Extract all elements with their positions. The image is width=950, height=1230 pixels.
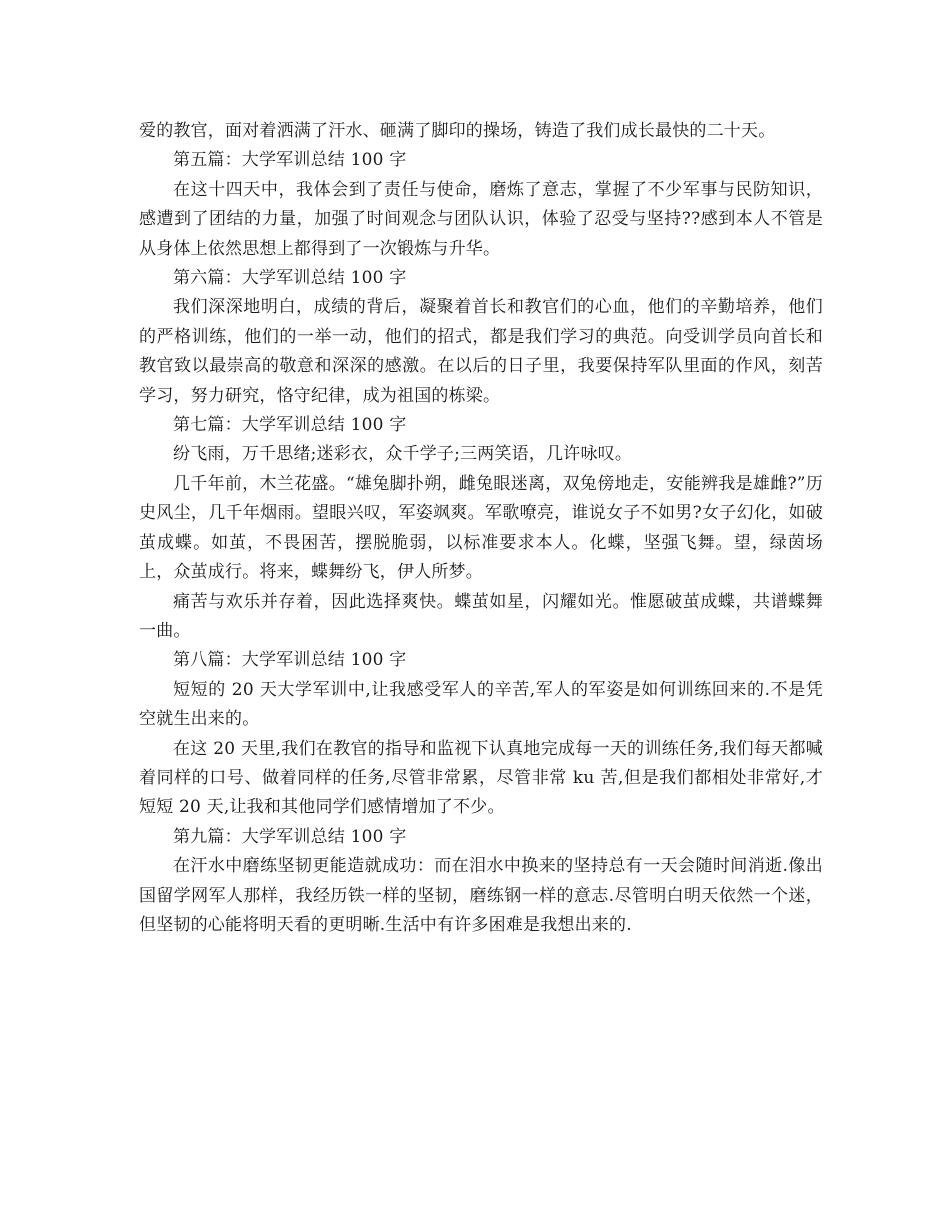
paragraph: 我们深深地明白，成绩的背后，凝聚着首长和教官们的心血，他们的辛勤培养，他们的严格训练，他们的一举一动，他们的招式，都是我们学习的典范。向受训学员向首长和教官致以最崇高的敬意和深深的感激。在以后的日子里，我要保持军队里面的作风，刻苦学习，努力研究，恪守纪律，成为祖国的栋梁。 (139, 297, 823, 406)
document-page (139, 117, 823, 940)
paragraph: 纷飞雨，万千思绪;迷彩衣，众千学子;三两笑语，几许咏叹。 (173, 444, 633, 465)
section-heading-9: 第九篇：大学军训总结 100 字 (173, 826, 407, 847)
paragraph: 在这十四天中，我体会到了责任与使命，磨炼了意志，掌握了不少军事与民防知识，感遭到了团结的力量，加强了时间观念与团队认识，体验了忍受与坚持??感到本人不管是从身体上依然思想上都得到了一次锻炼与升华。 (139, 179, 823, 259)
section-heading-8: 第八篇：大学军训总结 100 字 (173, 650, 407, 671)
paragraph: 几千年前，木兰花盛。“雄兔脚扑朔，雌兔眼迷离，双兔傍地走，安能辨我是雄雌?”历史风尘，几千年烟雨。望眼兴叹，军姿飒爽。军歌嘹亮，谁说女子不如男?女子幻化，如破茧成蝶。如茧，不畏困苦，摆脱脆弱，以标准要求本人。化蝶，坚强飞舞。望，绿茵场上，众茧成行。将来，蝶舞纷飞，伊人所梦。 (139, 473, 823, 583)
paragraph: 痛苦与欢乐并存着，因此选择爽快。蝶茧如星，闪耀如光。惟愿破茧成蝶，共谱蝶舞一曲。 (139, 591, 823, 641)
paragraph: 在汗水中磨练坚韧更能造就成功：而在泪水中换来的坚持总有一天会随时间消逝.像出国留学网军人那样，我经历铁一样的坚韧，磨练钢一样的意志.尽管明白明天依然一个迷，但坚韧的心能将明天看的更明晰.生活中有许多困难是我想出来的. (139, 856, 823, 935)
section-heading-7: 第七篇：大学军训总结 100 字 (173, 415, 407, 436)
paragraph: 短短的 20 天大学军训中,让我感受军人的辛苦,军人的军姿是如何训练回来的.不是凭空就生出来的。 (139, 679, 823, 730)
paragraph: 在这 20 天里,我们在教官的指导和监视下认真地完成每一天的训练任务,我们每天都喊着同样的口号、做着同样的任务,尽管非常累，尽管非常 ku 苦,但是我们都相处非常好,才短短 20 天,让我和其他同学们感情增加了不少。 (139, 738, 823, 818)
section-heading-5: 第五篇：大学军训总结 100 字 (173, 150, 407, 171)
section-heading-6: 第六篇：大学军训总结 100 字 (173, 268, 407, 289)
paragraph-continuation: 爱的教官，面对着洒满了汗水、砸满了脚印的操场，铸造了我们成长最快的二十天。 (139, 121, 776, 141)
